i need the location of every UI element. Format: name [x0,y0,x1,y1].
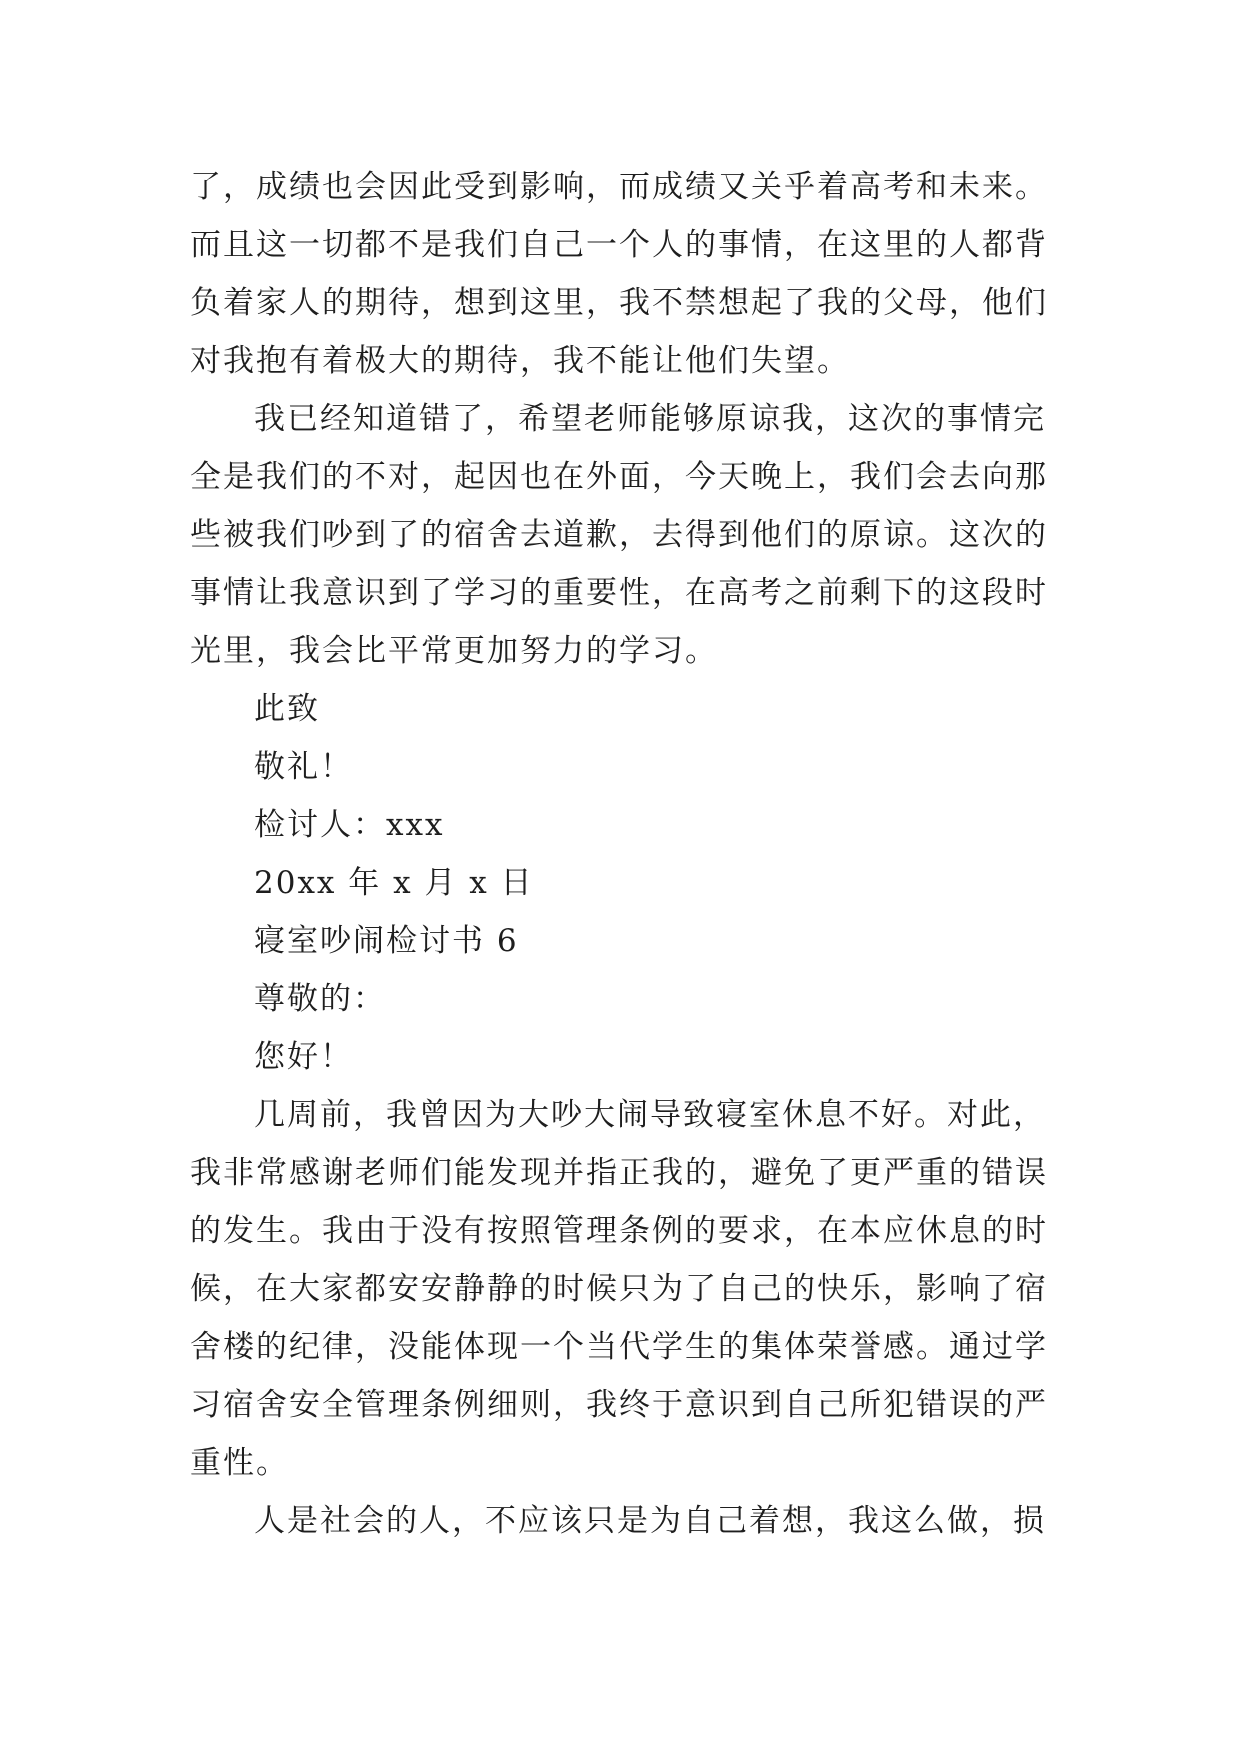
text-line: 人是社会的人，不应该只是为自己着想，我这么做，损 [254,1503,1046,1539]
text-line: 20xx 年 x 月 x 日 [254,865,534,901]
document-body [190,158,1070,1550]
text-line: 敬礼！ [254,749,353,785]
text-line: 负着家人的期待，想到这里，我不禁想起了我的父母，他们 [190,285,1048,321]
text-line: 对我抱有着极大的期待，我不能让他们失望。 [190,343,850,379]
text-line: 重性。 [190,1445,289,1481]
text-line: 寝室吵闹检讨书 6 [254,923,519,959]
text-line: 光里，我会比平常更加努力的学习。 [190,633,718,669]
text-line: 您好！ [254,1039,353,1075]
text-line: 此致 [254,691,320,727]
text-line: 全是我们的不对，起因也在外面，今天晚上，我们会去向那 [190,459,1048,495]
text-line: 几周前，我曾因为大吵大闹导致寝室休息不好。对此， [254,1097,1046,1133]
text-line: 了，成绩也会因此受到影响，而成绩又关乎着高考和未来。 [190,169,1048,205]
text-line: 事情让我意识到了学习的重要性，在高考之前剩下的这段时 [190,575,1048,611]
text-line: 舍楼的纪律，没能体现一个当代学生的集体荣誉感。通过学 [190,1329,1048,1365]
text-line: 的发生。我由于没有按照管理条例的要求，在本应休息的时 [190,1213,1048,1249]
text-line: 尊敬的： [254,981,386,1017]
text-line: 候，在大家都安安静静的时候只为了自己的快乐，影响了宿 [190,1271,1048,1307]
text-line: 而且这一切都不是我们自己一个人的事情，在这里的人都背 [190,227,1048,263]
text-line: 检讨人：xxx [254,807,445,843]
text-line: 些被我们吵到了的宿舍去道歉，去得到他们的原谅。这次的 [190,517,1048,553]
text-line: 我非常感谢老师们能发现并指正我的，避免了更严重的错误 [190,1155,1048,1191]
text-line: 习宿舍安全管理条例细则，我终于意识到自己所犯错误的严 [190,1387,1048,1423]
text-line: 我已经知道错了，希望老师能够原谅我，这次的事情完 [254,401,1046,437]
